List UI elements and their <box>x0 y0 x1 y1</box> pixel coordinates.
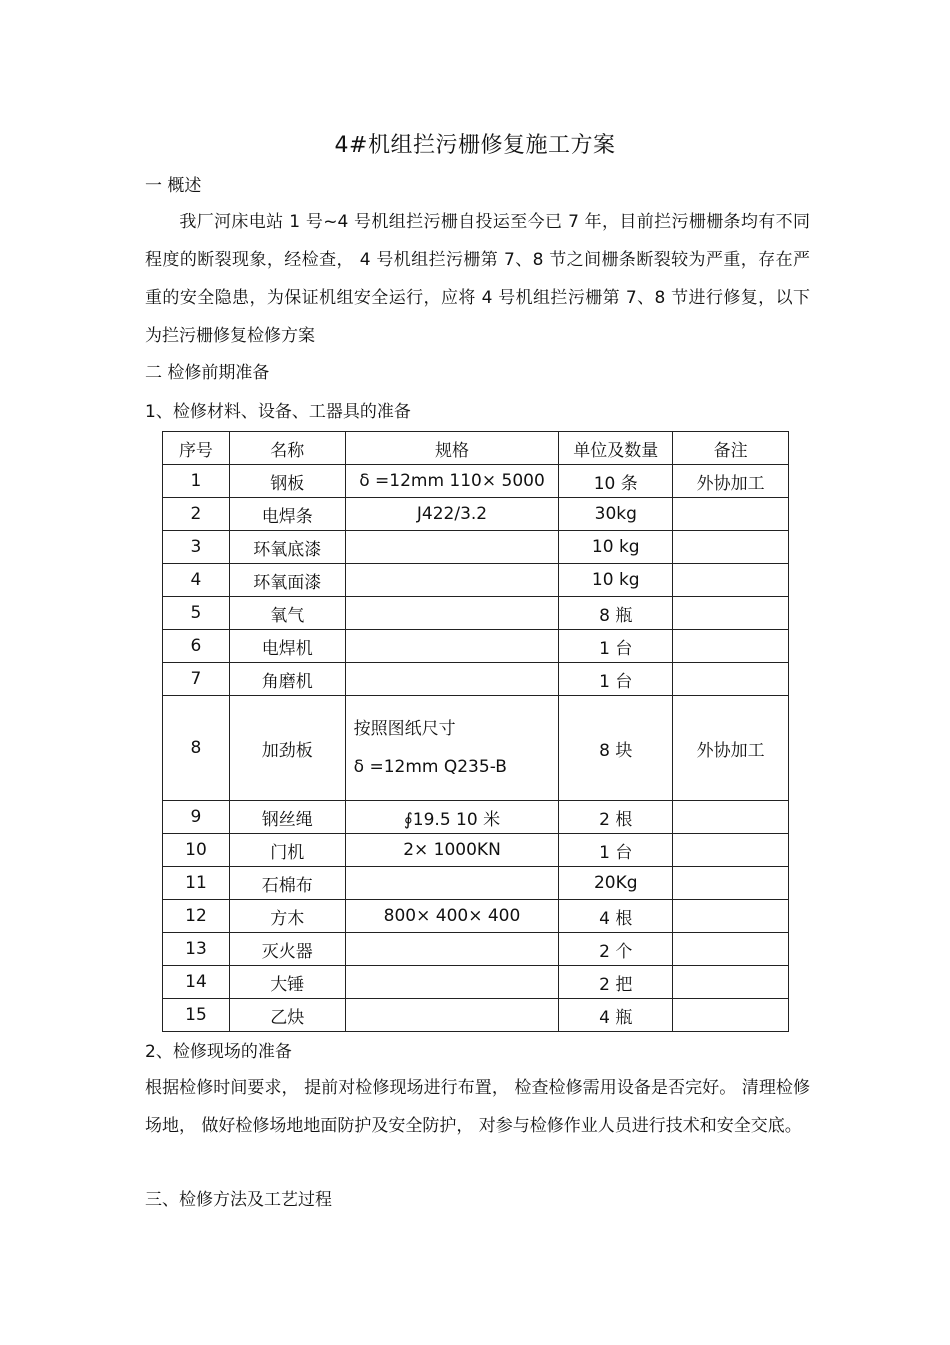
cell-note <box>673 531 789 564</box>
cell-note <box>673 834 789 867</box>
header-cell: 单位及数量 <box>559 432 673 465</box>
cell-note <box>673 630 789 663</box>
cell-no: 12 <box>163 900 230 933</box>
cell-qty: 4 瓶 <box>559 999 673 1032</box>
table-row <box>163 900 789 933</box>
subsection-2-heading: 2、检修现场的准备 <box>145 1042 292 1062</box>
cell-name: 门机 <box>229 834 345 867</box>
cell-spec <box>345 999 559 1032</box>
table-row <box>163 801 789 834</box>
cell-spec <box>345 933 559 966</box>
cell-no: 15 <box>163 999 230 1032</box>
cell-note <box>673 966 789 999</box>
header-cell: 规格 <box>345 432 559 465</box>
cell-name: 方木 <box>229 900 345 933</box>
cell-spec <box>345 564 559 597</box>
cell-no: 10 <box>163 834 230 867</box>
subsection-2-paragraph: 根据检修时间要求， 提前对检修现场进行布置， 检查检修需用设备是否完好。 清理检修场地， 做好检修场地地面防护及安全防护， 对参与检修作业人员进行技术和安全交底。 <box>145 1078 810 1136</box>
cell-qty: 1 台 <box>559 663 673 696</box>
cell-spec <box>345 696 559 801</box>
header-cell: 名称 <box>229 432 345 465</box>
cell-spec <box>345 663 559 696</box>
cell-qty: 10 kg <box>559 564 673 597</box>
cell-qty: 1 台 <box>559 834 673 867</box>
cell-spec: ∮19.5 10 米 <box>345 801 559 834</box>
cell-note <box>673 801 789 834</box>
cell-name: 钢丝绳 <box>229 801 345 834</box>
cell-qty: 20Kg <box>559 867 673 900</box>
table-row <box>163 564 789 597</box>
cell-no: 6 <box>163 630 230 663</box>
cell-qty: 2 个 <box>559 933 673 966</box>
cell-qty: 10 条 <box>559 465 673 498</box>
cell-name: 钢板 <box>229 465 345 498</box>
cell-note <box>673 597 789 630</box>
cell-no: 1 <box>163 465 230 498</box>
cell-qty: 2 根 <box>559 801 673 834</box>
cell-qty: 8 瓶 <box>559 597 673 630</box>
table-header-row <box>163 432 789 465</box>
cell-name: 石棉布 <box>229 867 345 900</box>
cell-no: 11 <box>163 867 230 900</box>
cell-qty: 4 根 <box>559 900 673 933</box>
cell-note: 外协加工 <box>673 465 789 498</box>
cell-note <box>673 999 789 1032</box>
cell-note: 外协加工 <box>673 696 789 801</box>
cell-spec <box>345 630 559 663</box>
cell-name: 角磨机 <box>229 663 345 696</box>
cell-name: 环氧面漆 <box>229 564 345 597</box>
section-2-heading: 二 检修前期准备 <box>145 363 270 383</box>
cell-note <box>673 900 789 933</box>
table-row <box>163 933 789 966</box>
cell-no: 4 <box>163 564 230 597</box>
cell-spec <box>345 531 559 564</box>
subsection-1-heading: 1、检修材料、设备、工器具的准备 <box>145 402 411 422</box>
cell-no: 5 <box>163 597 230 630</box>
cell-no: 8 <box>163 696 230 801</box>
table-row <box>163 465 789 498</box>
cell-qty: 8 块 <box>559 696 673 801</box>
cell-spec-line: δ =12mm Q235-B <box>353 757 507 777</box>
table-row <box>163 999 789 1032</box>
cell-spec: 2× 1000KN <box>345 834 559 867</box>
cell-qty: 2 把 <box>559 966 673 999</box>
cell-name: 电焊条 <box>229 498 345 531</box>
cell-spec <box>345 867 559 900</box>
cell-note <box>673 498 789 531</box>
cell-note <box>673 564 789 597</box>
table-row <box>163 498 789 531</box>
cell-note <box>673 663 789 696</box>
cell-name: 乙炔 <box>229 999 345 1032</box>
cell-name: 氧气 <box>229 597 345 630</box>
cell-name: 环氧底漆 <box>229 531 345 564</box>
cell-no: 13 <box>163 933 230 966</box>
cell-spec-line: 按照图纸尺寸 <box>353 719 456 739</box>
table-row <box>163 597 789 630</box>
cell-no: 3 <box>163 531 230 564</box>
table-row <box>163 966 789 999</box>
section-1-paragraph-text: 我厂河床电站 1 号~4 号机组拦污栅自投运至今已 7 年，目前拦污栅栅条均有不同程度的断裂现象，经检查， 4 号机组拦污栅第 7、8 节之间栅条断裂较为严重，存在严重的安全隐患，为保证机组安全运行，应将 4 号机组拦污栅第 7、8 节进行修复，以下为拦污栅修复检修方案 <box>145 212 810 346</box>
cell-no: 7 <box>163 663 230 696</box>
cell-note <box>673 933 789 966</box>
cell-spec: 800× 400× 400 <box>345 900 559 933</box>
table-row <box>163 867 789 900</box>
header-cell: 序号 <box>163 432 230 465</box>
cell-name: 大锤 <box>229 966 345 999</box>
cell-name: 灭火器 <box>229 933 345 966</box>
cell-note <box>673 867 789 900</box>
section-1-heading: 一 概述 <box>145 176 202 196</box>
table-row <box>163 531 789 564</box>
document-title: 4#机组拦污栅修复施工方案 <box>334 133 616 158</box>
cell-name: 加劲板 <box>229 696 345 801</box>
cell-spec: δ =12mm 110× 5000 <box>345 465 559 498</box>
section-3-heading: 三、检修方法及工艺过程 <box>145 1190 332 1210</box>
cell-name: 电焊机 <box>229 630 345 663</box>
cell-spec <box>345 966 559 999</box>
table-row <box>163 663 789 696</box>
cell-no: 2 <box>163 498 230 531</box>
cell-spec <box>345 597 559 630</box>
table-row <box>163 834 789 867</box>
cell-no: 14 <box>163 966 230 999</box>
cell-qty: 30kg <box>559 498 673 531</box>
cell-spec: J422/3.2 <box>345 498 559 531</box>
cell-qty: 10 kg <box>559 531 673 564</box>
materials-table <box>162 431 789 1032</box>
header-cell: 备注 <box>673 432 789 465</box>
section-1-paragraph <box>145 203 810 355</box>
cell-no: 9 <box>163 801 230 834</box>
table-row <box>163 696 789 801</box>
table-row <box>163 630 789 663</box>
cell-qty: 1 台 <box>559 630 673 663</box>
